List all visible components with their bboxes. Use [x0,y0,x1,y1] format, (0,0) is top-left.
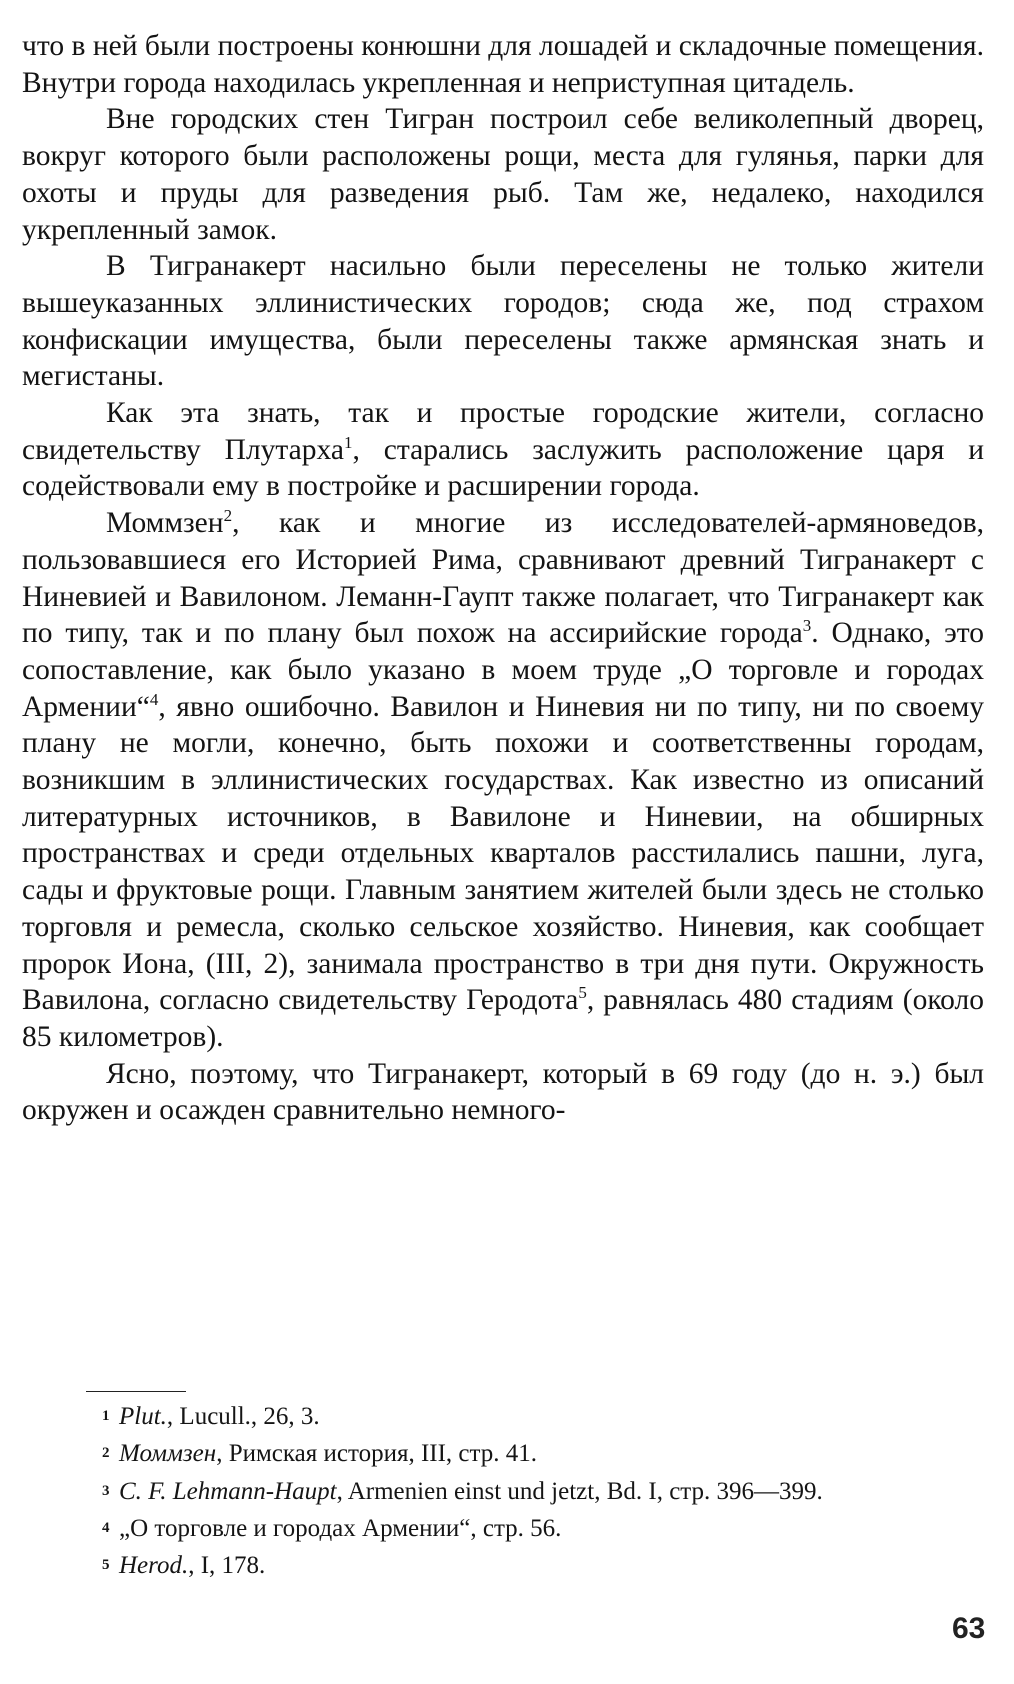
footnote-2 [102,1435,992,1472]
paragraph-2: Вне городских стен Тигран построил себе великолепный дворец, вокруг которого были расположены рощи, места для гулянья, парки для охоты и пруды для разведения рыб. Там же, недалеко, находился укрепленный замок. [22,103,984,246]
footnote-text: , Armenien einst und jetzt, Bd. I, стр. 396—399. [336,1477,823,1505]
footnote-ref-2: 2 [223,506,233,526]
paragraph-5-text-a: Моммзен [106,507,224,540]
footnote-number: 2 [102,1445,110,1462]
paragraph-5 [22,505,984,1056]
footnote-number: 3 [102,1482,110,1499]
footnote-author: C. F. Lehmann-Haupt [119,1477,337,1505]
footnote-5 [102,1547,992,1584]
paragraph-3: В Тигранакерт насильно были переселены не только жители вышеуказанных эллинистических городов; сюда же, под страхом конфискации имущества, были переселены также армянская знать и мегистаны. [22,250,984,393]
paragraph-6: Ясно, поэтому, что Тигранакерт, который в 69 году (до н. э.) был окружен и осажден сравнительно немного- [22,1057,984,1127]
paragraph-4-text-b: , старались заслужить расположение царя и содействовали ему в постройке и расширении города. [22,433,984,503]
page-number: 63 [952,1612,986,1645]
footnote-1 [102,1398,992,1435]
paragraph-4 [22,395,984,505]
footnote-4 [102,1510,992,1547]
footnote-number: 1 [102,1408,110,1424]
page-body [22,28,984,1129]
footnote-text: , Римская история, III, стр. 41. [216,1440,538,1467]
footnotes [102,1398,992,1584]
footnote-number: 4 [102,1519,110,1536]
footnote-3 [102,1473,992,1510]
footnote-ref-3: 3 [802,616,812,636]
footnote-author: Моммзен [119,1440,217,1467]
footnote-ref-1: 1 [343,432,353,452]
footnote-number: 5 [102,1557,110,1573]
footnote-author: Herod. [119,1551,189,1579]
footnote-text: „О торговле и городах Армении“, стр. 56. [119,1514,562,1542]
footnote-ref-4: 4 [149,689,159,709]
paragraph-5-text-d: , явно ошибочно. Вавилон и Ниневия ни по типу, ни по своему плану не могли, конечно, быть похожи и соответственны городам, возникшим в эллинистических государствах. Как известно из описаний литературных источников, в Вавилоне и Ниневии, на обширных пространствах и среди отдельных кварталов расстилались пашни, луга, сады и фруктовые рощи. Главным занятием жителей были здесь не столько торговля и ремесла, сколько сельское хозяйство. Ниневия, как сообщает пророк Иона, (III, 2), занимала пространство в три дня пути. Окружность Вавилона, согласно свидетельству Геродота [22,690,984,1017]
footnote-ref-5: 5 [578,983,587,1003]
footnote-text: , Lucull., 26, 3. [166,1402,320,1430]
footnote-text: , I, 178. [188,1551,266,1579]
footnote-separator [86,1391,186,1392]
paragraph-5-text-c: . Однако, это сопоставление, как было указано в моем труде „О торговле и городах Армении“ [22,617,985,723]
paragraph-4-text-a: Как эта знать, так и простые городские жители, согласно свидетельству Плутарха [22,397,984,466]
footnote-author: Plut. [119,1402,167,1430]
paragraph-1: что в ней были построены конюшни для лошадей и складочные помещения. Внутри города находилась укрепленная и неприступная цитадель. [22,30,984,99]
paragraph-5-text-e: , равнялась 480 стадиям (около 85 километров). [22,984,984,1053]
paragraph-5-text-b: , как и многие из исследователей-армяноведов, пользовавшиеся его Историей Рима, сравнивают древний Тигранакерт с Ниневией и Вавилоном. Леманн-Гаупт также полагает, что Тигранакерт как по типу, так и по плану был похож на ассирийские города [22,507,984,650]
